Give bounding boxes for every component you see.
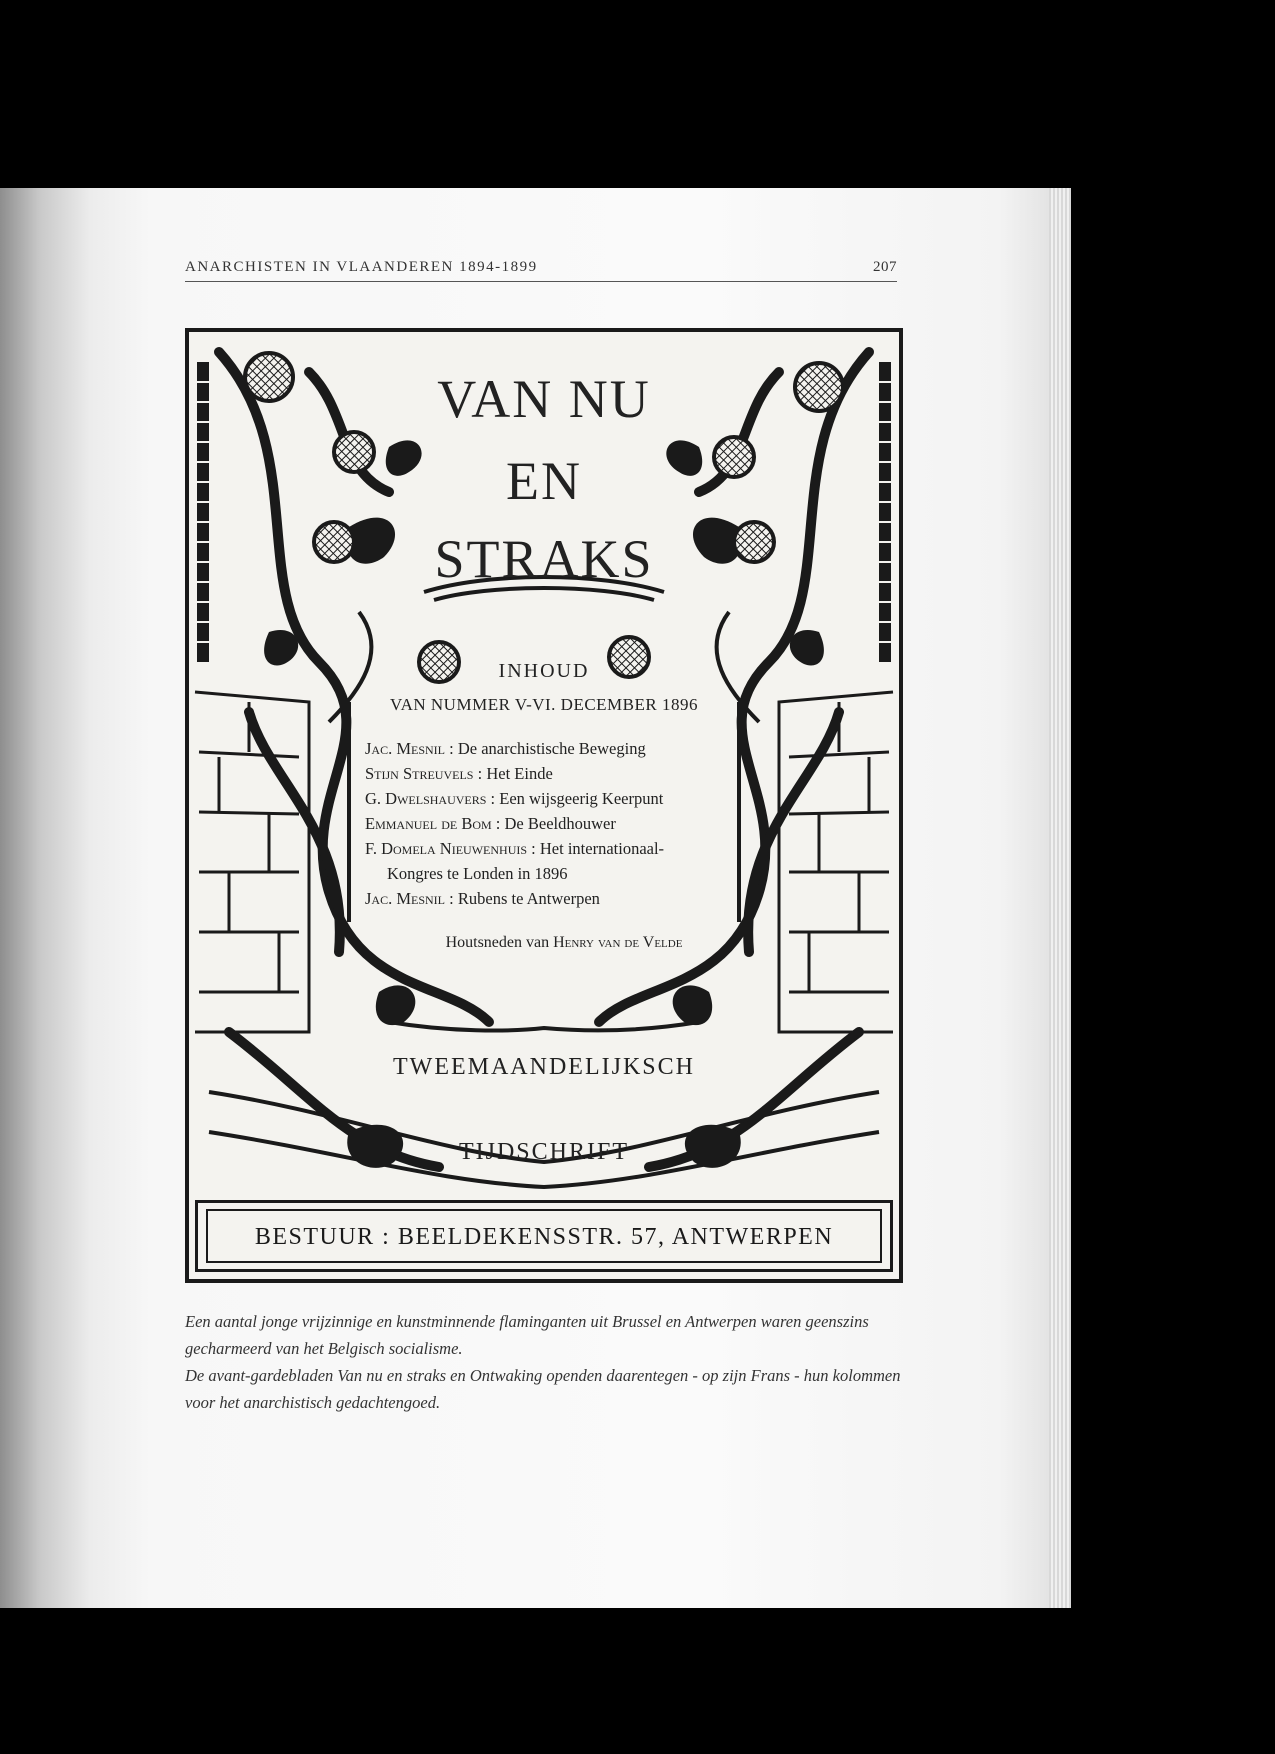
cover-address: BESTUUR : BEELDEKENSSTR. 57, ANTWERPEN	[206, 1209, 882, 1263]
running-head-title: ANARCHISTEN IN VLAANDEREN 1894-1899	[185, 259, 538, 275]
page-edges	[1049, 188, 1071, 1608]
toc-author: G. Dwelshauvers	[365, 789, 487, 808]
toc-title: Een wijsgeerig Keerpunt	[499, 789, 664, 808]
page-number: 207	[873, 259, 897, 275]
toc-author: F. Domela Nieuwenhuis	[365, 839, 528, 858]
cover-subtitle-line-2: TIJDSCHRIFT	[458, 1139, 630, 1165]
toc-title: Rubens te Antwerpen	[457, 889, 600, 908]
toc-title-continuation: Kongres te Londen in 1896	[387, 864, 568, 883]
cover-credits	[209, 934, 903, 952]
toc-title: De Beeldhouwer	[504, 814, 616, 833]
toc-author: Stijn Streuvels	[365, 764, 474, 783]
cover-address-band	[195, 1200, 893, 1272]
cover-title-line-1: VAN NU	[437, 369, 651, 429]
toc-author: Jac. Mesnil	[365, 889, 446, 908]
toc-author: Jac. Mesnil	[365, 739, 446, 758]
caption-paragraph-1: Een aantal jonge vrijzinnige en kunstminnende flaminganten uit Brussel en Antwerpen waren geenszins gecharmeerd van het Belgisch socialisme.	[185, 1312, 869, 1358]
cover-table-of-contents	[365, 736, 725, 911]
cover-title-line-2: EN	[506, 451, 582, 511]
toc-entry: Stijn Streuvels : Het Einde	[365, 764, 553, 783]
toc-entry: F. Domela Nieuwenhuis : Het internationaal-	[365, 839, 665, 858]
toc-title: Het internationaal-	[539, 839, 665, 858]
credits-prefix: Houtsneden van	[445, 934, 550, 951]
running-head	[185, 257, 897, 282]
caption-paragraph-2: De avant-gardebladen Van nu en straks en Ontwaking openden daarentegen - op zijn Frans - hun kolommen voor het anarchistisch gedachtengoed.	[185, 1366, 901, 1412]
cover-subtitle-line-1: TWEEMAANDELIJKSCH	[393, 1054, 695, 1080]
magazine-cover-illustration	[185, 328, 903, 1283]
cover-title-line-3: STRAKS	[434, 529, 654, 589]
toc-title: De anarchistische Beweging	[457, 739, 646, 758]
toc-entry: Jac. Mesnil : Rubens te Antwerpen	[365, 889, 600, 908]
cover-issue: VAN NUMMER V-VI. DECEMBER 1896	[390, 695, 698, 714]
toc-entry: G. Dwelshauvers : Een wijsgeerig Keerpunt	[365, 789, 664, 808]
toc-title: Het Einde	[486, 764, 553, 783]
toc-entry: Emmanuel de Bom : De Beeldhouwer	[365, 814, 616, 833]
toc-entry: Jac. Mesnil : De anarchistische Beweging	[365, 739, 646, 758]
cover-inhoud: INHOUD	[498, 660, 590, 682]
credits-artist: Henry van de Velde	[553, 934, 683, 951]
figure-caption	[185, 1308, 905, 1416]
toc-author: Emmanuel de Bom	[365, 814, 492, 833]
